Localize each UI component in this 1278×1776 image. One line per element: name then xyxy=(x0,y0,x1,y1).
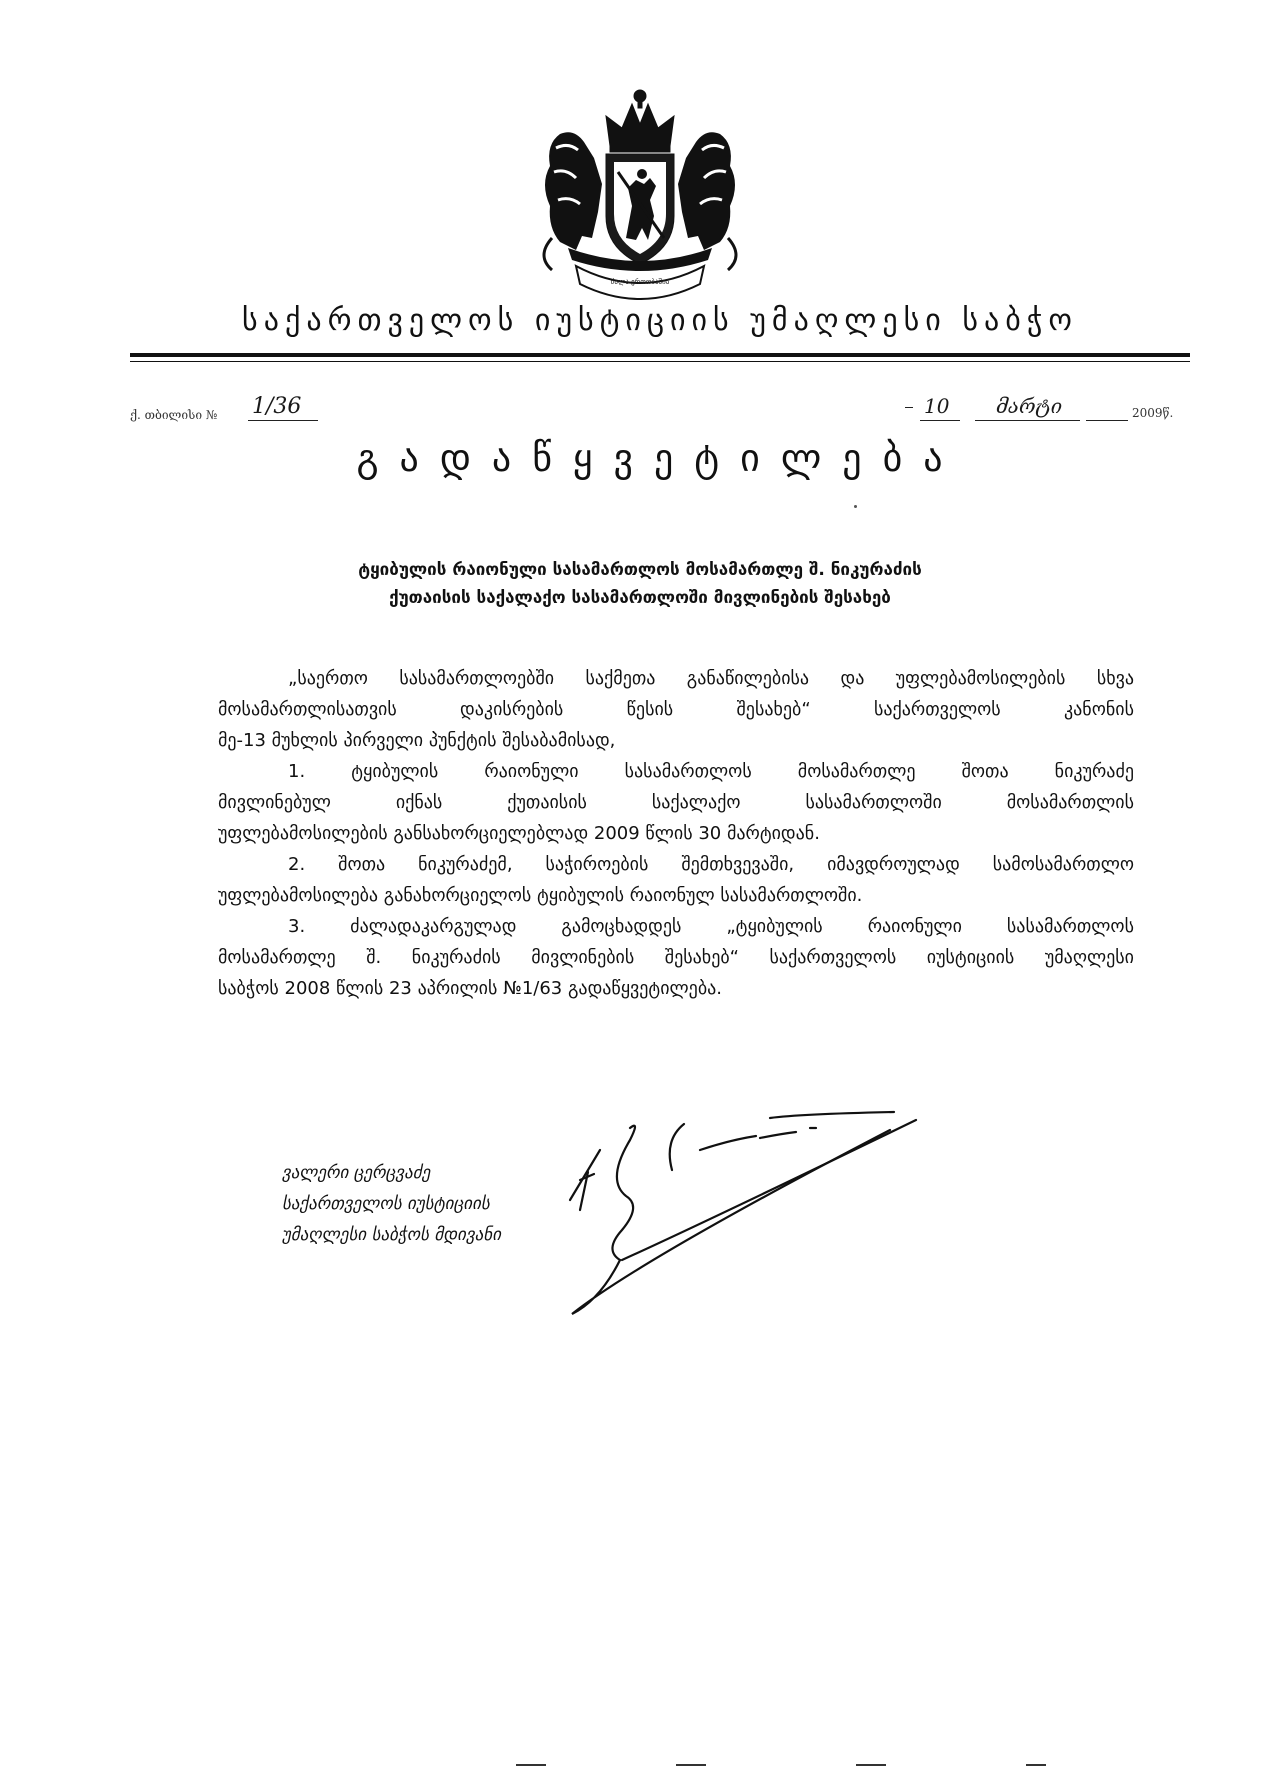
document-subject xyxy=(150,556,1130,612)
body-line: 3. ძალადაკარგულად გამოცხადდეს „ტყიბულის რაიონული სასამართლოს xyxy=(288,916,1134,937)
letterhead-rule-thick xyxy=(130,353,1190,357)
motto-ribbon-text: ძალა ერთობაშია xyxy=(610,278,670,286)
date-day-line xyxy=(920,420,960,421)
footer-scan-mark xyxy=(1026,1764,1046,1766)
subject-line: ქუთაისის საქალაქო სასამართლოში მივლინების შესახებ xyxy=(389,588,891,608)
body-line: „საერთო სასამართლოებში საქმეთა განაწილებისა და უფლებამოსილების სხვა xyxy=(288,668,1134,689)
body-line: მივლინებულ იქნას ქუთაისის საქალაქო სასამართლოში მოსამართლის xyxy=(218,792,1134,813)
signatory-title: უმაღლესი საბჭოს მდივანი xyxy=(282,1225,501,1245)
body-line: უფლებამოსილების განსახორციელებლად 2009 წლის 30 მარტიდან. xyxy=(218,823,820,844)
body-line: უფლებამოსილება განახორციელოს ტყიბულის რაიონულ სასამართლოში. xyxy=(218,885,863,906)
body-line: საბჭოს 2008 წლის 23 აპრილის №1/63 გადაწყვეტილება. xyxy=(218,978,722,999)
footer-scan-mark xyxy=(676,1764,706,1766)
handwritten-signature xyxy=(560,1110,920,1320)
registration-label: ქ. თბილისი № xyxy=(130,408,218,422)
scan-dot-mark xyxy=(854,505,857,508)
letterhead-rule-thin xyxy=(130,361,1190,362)
body-line: მე-13 მუხლის პირველი პუნქტის შესაბამისად, xyxy=(218,730,616,751)
document-type-heading: გადაწყვეტილება xyxy=(356,436,964,480)
subject-line: ტყიბულის რაიონული სასამართლოს მოსამართლე შ. ნიკურაძის xyxy=(358,560,922,580)
signatory-name: ვალერი ცერცვაძე xyxy=(282,1163,431,1183)
date-month-line xyxy=(975,420,1080,421)
coat-of-arms-emblem xyxy=(532,88,748,300)
signatory-title: საქართველოს იუსტიციის xyxy=(282,1194,490,1214)
date-month: მარტი xyxy=(996,394,1063,418)
document-body xyxy=(218,663,1134,1004)
date-year: 2009წ. xyxy=(1132,406,1174,420)
footer-scan-mark xyxy=(856,1764,886,1766)
signatory-block xyxy=(282,1158,501,1251)
date-day: 10 xyxy=(924,394,950,418)
registration-number: 1/36 xyxy=(252,394,302,419)
date-year-line xyxy=(1086,420,1128,421)
body-line: 2. შოთა ნიკურაძემ, საჭიროების შემთხვევაში, იმავდროულად სამოსამართლო xyxy=(288,854,1134,875)
body-line: 1. ტყიბულის რაიონული სასამართლოს მოსამართლე შოთა ნიკურაძე xyxy=(288,761,1134,782)
body-line: მოსამართლე შ. ნიკურაძის მივლინების შესახებ“ საქართველოს იუსტიციის უმაღლესი xyxy=(218,947,1134,968)
body-line: მოსამართლისათვის დაკისრების წესის შესახებ“ საქართველოს კანონის xyxy=(218,699,1134,720)
registration-number-line xyxy=(248,420,318,421)
date-dash xyxy=(905,407,913,408)
footer-scan-mark xyxy=(516,1764,546,1766)
organization-name: საქართველოს იუსტიციის უმაღლესი საბჭო xyxy=(242,303,1078,338)
